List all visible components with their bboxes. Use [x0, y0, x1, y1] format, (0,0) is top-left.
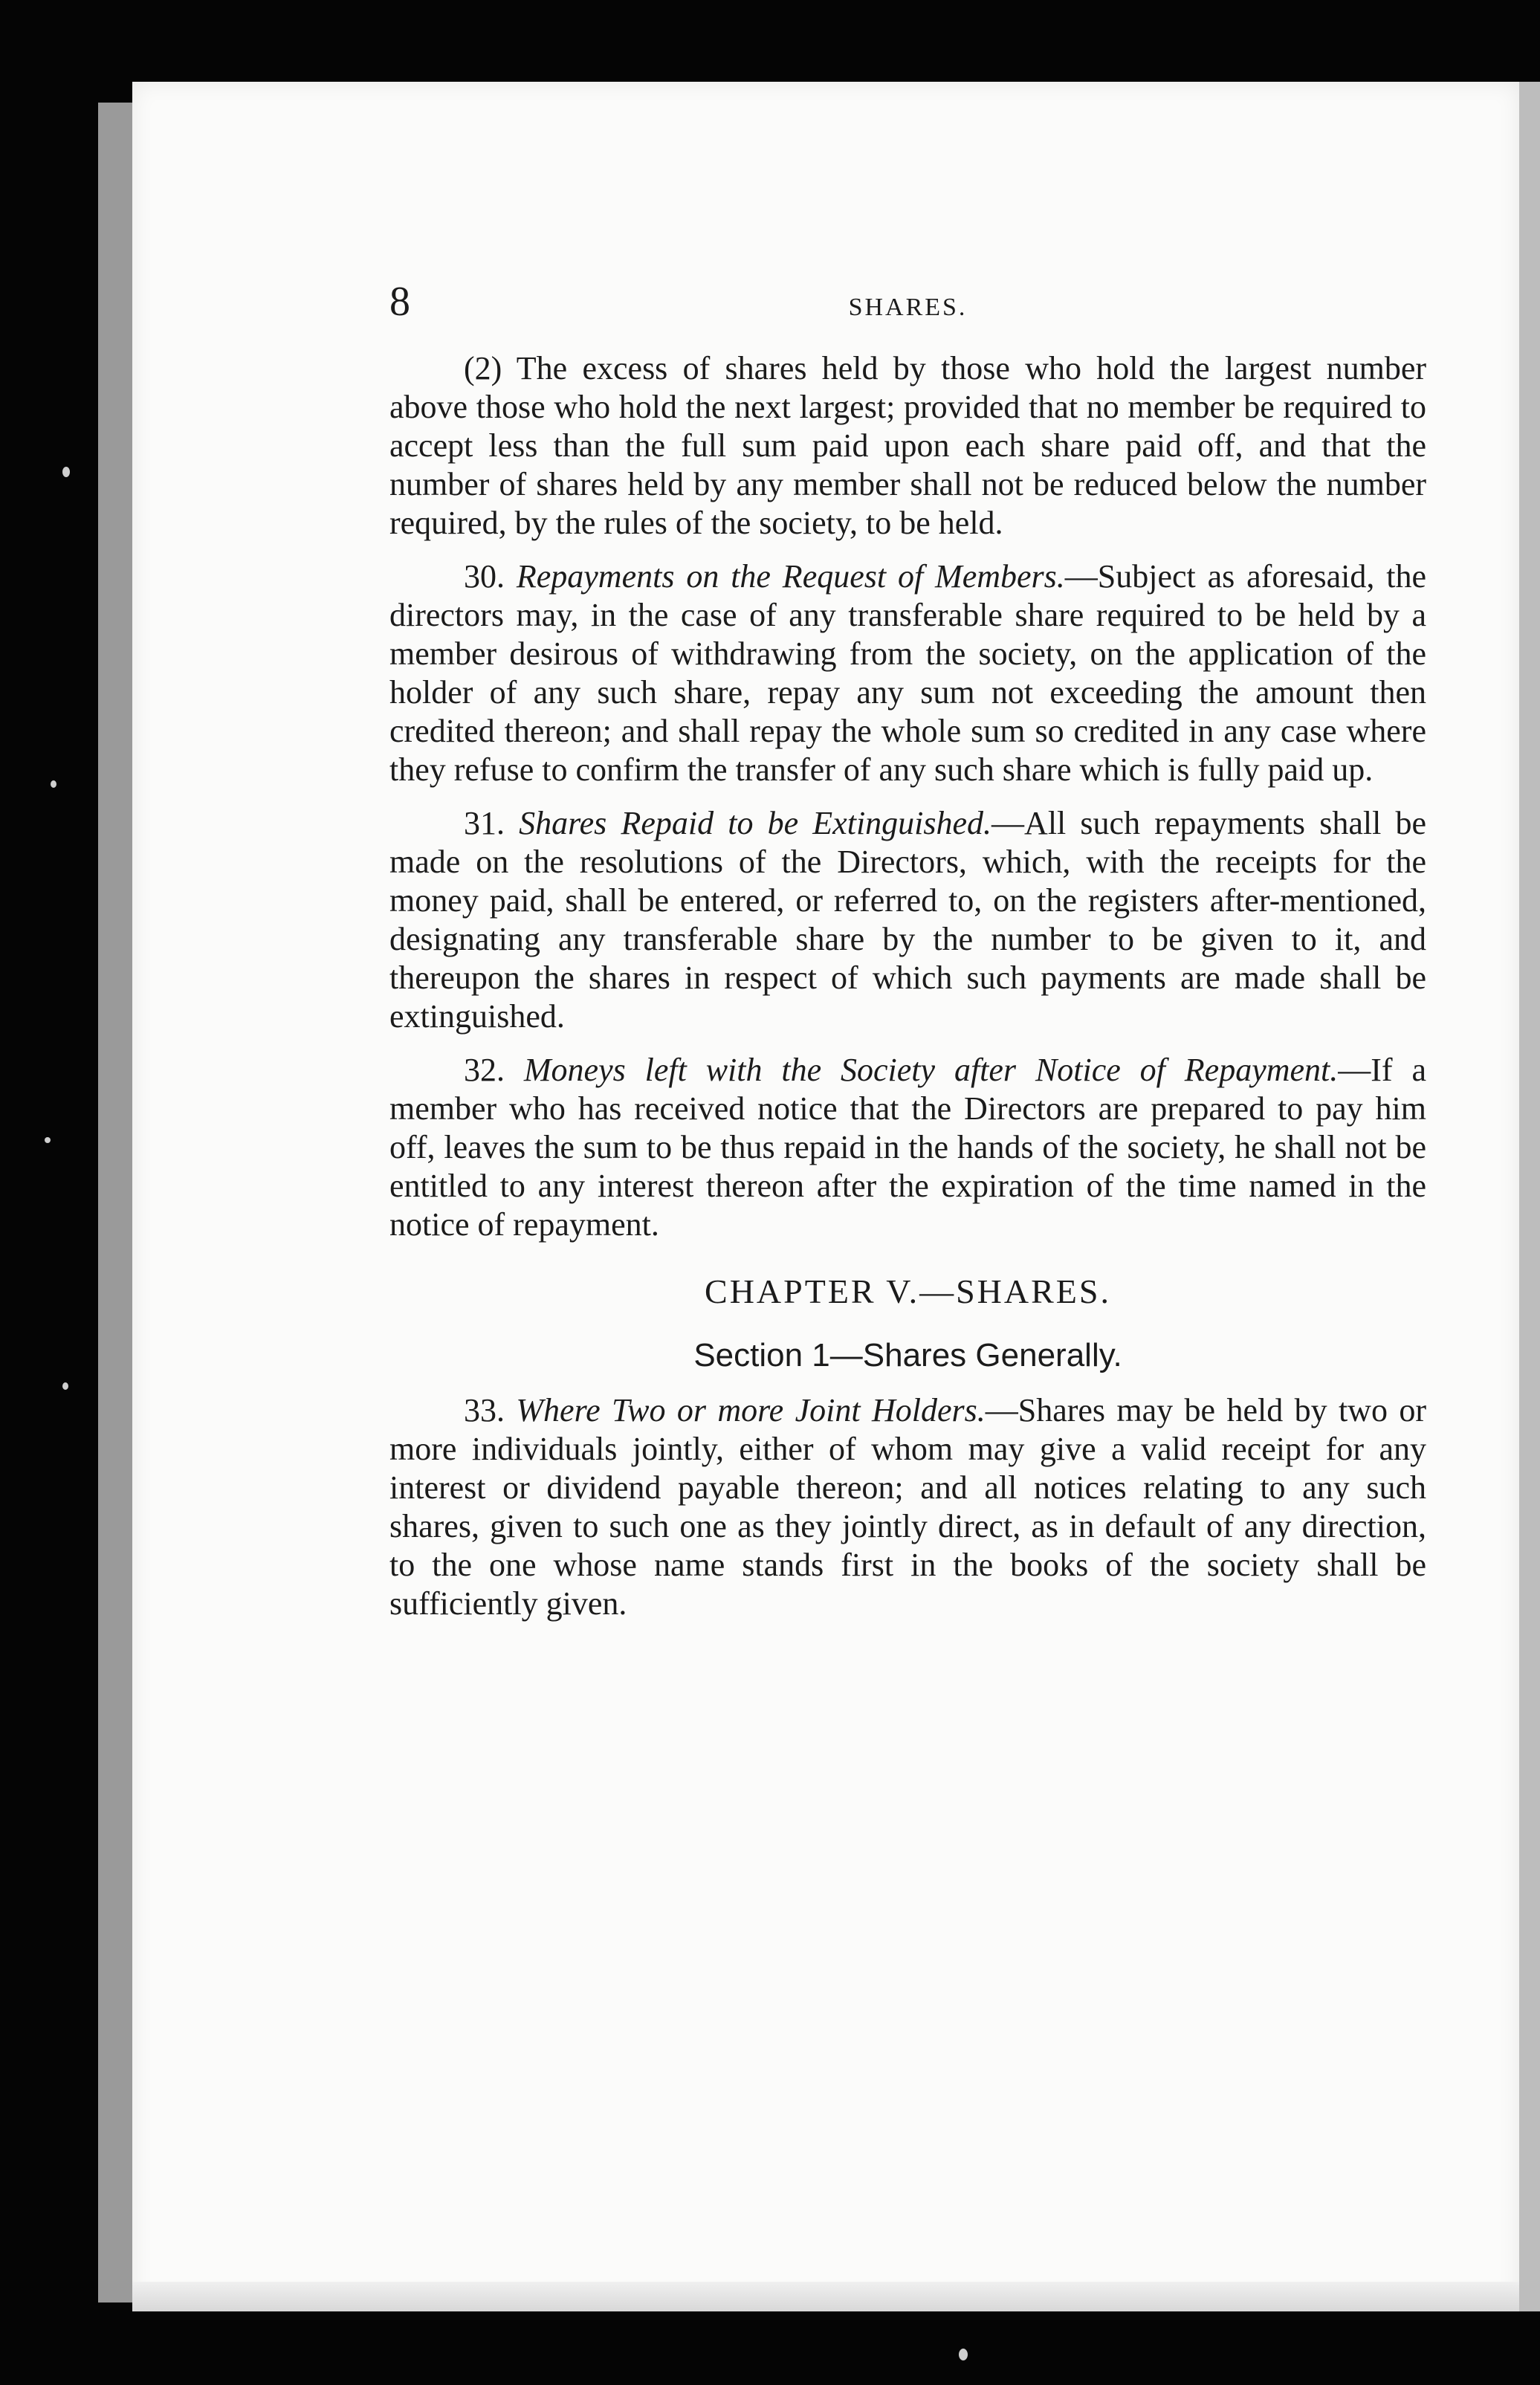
page-content	[389, 279, 1427, 1638]
paragraph-number: 30.	[464, 558, 505, 595]
scan-speck	[51, 780, 56, 788]
paragraph-32	[389, 1051, 1426, 1244]
chapter-title: CHAPTER V.—SHARES.	[705, 1272, 1111, 1310]
paragraph-text: (2) The excess of shares held by those who hold the largest number above those who hold the next largest; provided that no member be required to accept less than the full sum paid upon each share paid off, and that the number of shares held by any member shall not be reduced below the number required, by the rules of the society, to be held.	[389, 350, 1426, 541]
scan-speck	[62, 467, 70, 477]
paragraph-text: —If a member who has received notice that the Directors are prepared to pay him off, leaves the sum to be thus repaid in the hands of the society, he shall not be entitled to any interest thereon after the expiration of the time named in the notice of repayment.	[389, 1052, 1426, 1243]
scan-speck	[45, 1137, 51, 1143]
running-title: SHARES.	[848, 294, 968, 321]
paragraph-31	[389, 804, 1426, 1036]
paragraph-heading: Repayments on the Request of Members.	[516, 558, 1065, 595]
page-number: 8	[389, 279, 410, 325]
page-bottom-shadow	[132, 2282, 1519, 2311]
paragraph-2	[389, 349, 1426, 543]
scan-edge-left	[98, 103, 134, 2303]
paragraph-number: 32.	[464, 1052, 505, 1088]
paragraph-30	[389, 557, 1426, 789]
paragraph-text: —Shares may be held by two or more individuals jointly, either of whom may give a valid receipt for any interest or dividend payable thereon; and all notices relating to any such shares, given to such one as they jointly direct, as in default of any direction, to the one whose name stands first in the books of the society shall be sufficiently given.	[389, 1392, 1426, 1622]
paragraph-heading: Shares Repaid to be Extinguished.	[519, 805, 992, 841]
paragraph-number: 31.	[464, 805, 505, 841]
paragraph-heading: Moneys left with the Society after Notice of Repayment.	[523, 1052, 1339, 1088]
running-head	[389, 279, 1426, 349]
paragraph-text: —Subject as aforesaid, the directors may, in the case of any transferable share required to be held by a member desirous of withdrawing from the society, on the application of the holder of any such share, repay any sum not exceeding the amount then credited thereon; and shall repay the whole sum so credited in any case where they refuse to confirm the transfer of any such share which is fully paid up.	[389, 558, 1427, 788]
section-title: Section 1—Shares Generally.	[693, 1337, 1122, 1373]
scan-speck	[959, 2349, 968, 2360]
paragraph-number: 33.	[464, 1392, 505, 1428]
paragraph-heading: Where Two or more Joint Holders.	[516, 1392, 986, 1428]
scan-speck	[62, 1382, 68, 1390]
paragraph-33	[389, 1391, 1426, 1623]
paragraph-text: —All such repayments shall be made on the resolutions of the Directors, which, with the receipts for the money paid, shall be entered, or referred to, on the registers after-mentioned, designating any transferable share by the number to be given to it, and thereupon the shares in respect of which such payments are made shall be extinguished.	[389, 805, 1426, 1035]
